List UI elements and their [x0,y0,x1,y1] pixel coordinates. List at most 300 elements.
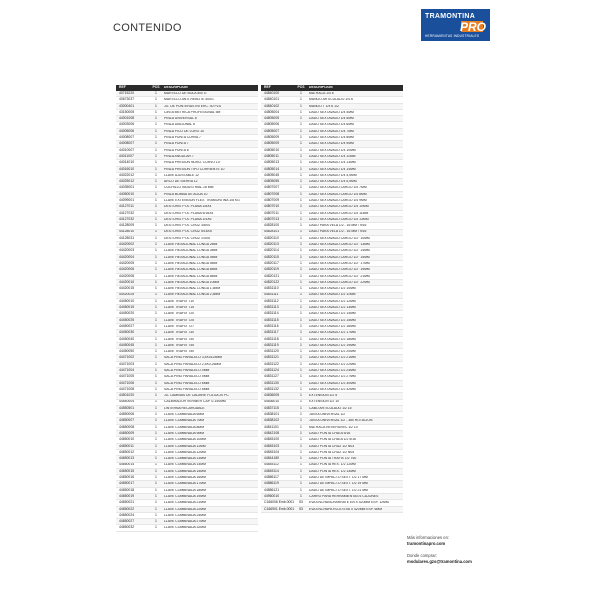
cell-pcs: 1 [300,198,302,202]
cell-pcs: 1 [155,349,157,354]
cell-description: DADO SEXTAVADO 1/2 17MM [309,331,356,335]
more-info-label: Más informaciones en: [407,535,450,540]
cell-ref: 44805011 [264,153,279,158]
cell-pcs: 1 [155,122,157,127]
cell-ref: 44420025 [119,292,135,297]
cell-pcs: 1 [300,456,302,461]
cell-description: LLAVE COMBINADA 9MM [164,431,205,435]
cell-description: JUNTA UNIVERSAL 1/2 - 360 ROTACIÓN [309,419,373,423]
cell-ref: 44807008 [264,191,280,196]
cell-description: LLAVE HEXAGONAL LONGA 3MM [164,249,218,253]
cell-ref: 44650019 [119,494,135,498]
cell-pcs: 1 [155,412,157,417]
cell-pcs: 1 [155,386,157,391]
cell-pcs: 53 [299,506,303,511]
cell-pcs: 1 [155,242,157,247]
header-ref: REF [119,85,126,90]
cell-ref: 44008007 [119,135,135,140]
cell-description: CALIBRADOR VERNIER CAP. 0-150MM [164,400,226,404]
cell-ref: 44831130 [264,380,279,385]
cell-ref: 44840101 [264,97,280,102]
cell-pcs: 1 [155,128,157,133]
cell-description: DADO SEXTAVADO LARGO 1/2" 15MM [309,255,370,259]
cell-ref: 44836010 [264,399,280,404]
cell-ref: 44650024 [119,512,135,517]
cell-ref: 44805007 [264,128,280,133]
cell-pcs: 1 [155,172,157,177]
cell-pcs: 1 [300,292,302,297]
cell-description: DESTORN. PTA. CRUZ 5/16X5 [164,230,212,234]
cell-pcs: 1 [300,141,302,146]
cell-description: DADO PARA VELA 1/2 - 16 MM / 9/16 [309,224,367,228]
cell-pcs: 1 [300,166,302,171]
cell-pcs: 1 [300,210,302,215]
cell-description: LLAVE COMBINADA 18MM [164,488,206,492]
cell-pcs: 1 [300,160,302,165]
cell-pcs: 1 [155,431,157,435]
cell-ref: 44471002 [119,355,135,360]
cell-description: DADO SEXTAVADO 1/2 24MM [309,369,356,372]
cell-ref: 44650016 [119,475,135,480]
where-to-buy-label: Donde comprar: [407,553,438,559]
cell-ref: C166006 Emb.0001 [264,500,295,505]
cell-ref: 44820117 [264,261,279,265]
cell-ref: 44837115 [264,405,279,410]
cell-description: LLAVE HEXAGONAL LONGA 8MM [164,274,218,278]
cell-ref: 44807007 [264,185,280,190]
cell-pcs: 1 [155,141,157,146]
cell-description: DADO SEXTAVADO 1/2 16MM [309,324,356,328]
cell-description: MARTILLO ANTI-REBOTE 500G [164,98,214,102]
cell-description: PINZA PUNTA 6 [164,148,189,152]
cell-pcs: 1 [155,204,157,209]
cell-pcs: 1 [300,261,302,265]
cell-pcs: 1 [155,424,157,429]
cell-pcs: 1 [300,185,302,190]
cell-pcs: 1 [300,153,302,158]
cell-ref: 44845104 [264,449,280,454]
cell-pcs: 1 [300,487,302,492]
cell-ref: 44807010 [264,204,280,209]
cell-pcs: 1 [155,109,157,114]
cell-description: PINZA DIAGONAL 6 [164,123,195,127]
cell-pcs: 1 [300,128,302,133]
page-title: CONTENIDO [113,22,182,34]
cell-pcs: 1 [300,355,302,360]
cell-description: LINTERNA RECARGABLE [164,406,205,410]
cell-ref: 44128031 [119,235,135,240]
cell-pcs: 1 [300,116,302,121]
cell-description: DADO SEXTAVADO 1/2 19MM [309,343,356,347]
cell-pcs: 1 [300,481,302,486]
cell-ref: 44650007 [119,418,135,423]
cell-ref: 44127032 [119,216,135,221]
cell-ref: 44650015 [119,468,135,473]
cell-pcs: 1 [155,210,157,215]
cell-ref: 44420005 [119,261,135,265]
cell-ref: 44420008 [119,273,135,278]
cell-description: MARTILLO DE BOLA 500 G [164,91,207,95]
cell-ref: 44828101 [264,229,280,234]
cell-pcs: 1 [300,449,302,454]
cell-ref: 43150005 [119,109,135,114]
cell-pcs: 1 [155,462,157,467]
tramontina-pro-logo [421,9,490,41]
cell-description: JG. LAMINAS DE CALIBRE FOLGA 20 PC [164,394,229,398]
cell-description: DADO SEXTAVADO 1/4 14MM [309,167,356,171]
cell-description: DADO PONTA HEX. 1/2 14MM [309,469,356,473]
cell-description: LLAVE TRAFIX T10 [164,299,194,303]
cell-pcs: 1 [300,330,302,335]
cell-pcs: 1 [155,229,157,234]
cell-ref: 44450040 [119,336,135,341]
cell-pcs: 1 [155,185,157,190]
cell-description: DADO SEXTAVADO 1/4 8MM [309,136,354,140]
cell-pcs: 1 [155,519,157,524]
cell-ref: 44650032 [119,525,135,530]
cell-pcs: 1 [300,431,302,435]
cell-pcs: 1 [300,393,302,398]
header-ref: REF [264,85,271,90]
cell-ref: 44820122 [264,279,280,284]
cell-ref: 44805013 [264,160,280,165]
cell-ref: 44127032 [119,210,135,215]
cell-description: EVA ENCHANCHARRATE EN X 420MM ESP. 12MM [309,501,389,505]
cell-description: LLAVE HEXAGONAL LONGA 2,5MM [164,293,221,297]
cell-ref: 44010007 [119,147,135,152]
cell-pcs: 1 [300,386,302,391]
cell-description: LLAVE AJUSTABLE 12 [164,173,199,177]
cell-description: MATRACA REVERSIVEL 1/2 10 [309,425,358,429]
cell-pcs: 1 [300,286,302,291]
cell-pcs: 1 [300,323,302,328]
cell-pcs: 1 [155,292,157,297]
cell-ref: 44805009 [264,135,280,140]
cell-pcs: 1 [300,179,302,184]
cell-description: LLAVE HEXAGONAL LONGA 2MM [164,243,218,247]
cell-pcs: 1 [155,216,157,221]
cell-pcs: 1 [155,330,157,335]
cell-ref: 44450050 [119,349,135,354]
cell-description: DADO SEXTAVADO 1/2 32MM [309,387,356,391]
cell-description: DADO SEXTAVADO LARGO 1/2" 13MM [309,243,370,247]
cell-description: DADO SEXTAVADO 1/2 11MM [309,293,356,297]
cell-ref: 44011007 [119,153,134,158]
cell-ref: 44807011 [264,210,279,215]
cell-ref: 44650017 [119,481,135,486]
cell-ref: 44807013 [264,216,280,221]
table-row [261,507,403,513]
cell-description: DADO SEXTAVADO 1/4 13MM [309,161,356,165]
cell-description: JUNTA UNIVERSAL 1/2 [309,413,346,417]
cell-description: DADO SEXTAVADO 1/4 4MM [309,110,354,114]
cell-description: DADO SEXTAVADO LARGO 1/4 10MM [309,205,369,209]
cell-pcs: 1 [155,116,157,121]
cell-ref: 44450020 [119,311,135,316]
cell-description: DADO SEXTAVADO 1/2 27MM [309,375,356,379]
cell-ref: 44420004 [119,254,135,259]
cell-pcs: 1 [155,399,157,404]
cell-description: LLAVE COMBINADA 15MM [164,469,206,473]
cell-pcs: 1 [155,91,157,95]
cell-pcs: 1 [155,525,157,530]
cell-pcs: 1 [155,305,157,310]
cell-pcs: 1 [155,298,157,303]
cell-pcs: 1 [155,317,157,322]
cell-description: DADO DE IMPACTO SEXT. 1/2 21 MM [309,488,368,492]
cell-ref: 44831124 [264,368,279,372]
cell-pcs: 1 [155,437,157,442]
cell-description: DADO SEXTAVADO 1/2 12MM [309,299,356,303]
cell-pcs: 1 [300,273,302,278]
cell-ref: 44450027 [119,323,135,328]
cell-description: LLAVE COMBINADA 13MM [164,457,206,461]
cell-description: DADO SEXTAVADO 1/4 9MM [309,142,354,146]
cell-ref: 44841101 [264,424,279,429]
cell-ref: 44420003 [119,248,135,253]
cell-description: DADO SEXTAVADO LARGO 1/2" 21MM [309,274,370,278]
cell-pcs: 1 [155,135,157,140]
cell-pcs: 1 [155,336,157,341]
cell-description: DADO PONTA CRUZ 1/2 N03 [309,444,355,448]
cell-ref: 44831121 [264,355,279,360]
cell-description: LLAVE COMBINADA 16MM [164,476,206,480]
cell-pcs: 1 [300,172,302,177]
cell-description: DESTORN. PTA. CRUZ 3/8X4 [164,224,210,228]
cell-description: CARRO PARA HERRAMIENTAS 6 CAJONES [309,494,379,498]
cell-description: DADO SEXTAVADO 1/4 5MM [309,117,354,121]
cell-description: DADO SEXTAVADO 1/4 4,5MM [309,173,357,177]
cell-ref: 44831119 [264,342,279,347]
cell-description: LLAVE COMBINADA 27MM [164,520,206,524]
cell-ref: 40673037 [119,97,135,102]
website-link[interactable]: tramontinapro.com [407,541,446,547]
cell-ref: 44831117 [264,330,279,335]
parts-table-right [261,85,403,513]
cell-description: DADO SEXTAVADO LARGO 1/2" 22MM [309,280,370,284]
cell-pcs: 1 [155,374,157,379]
cell-description: MANGO T 1/4 6 1/2 [309,104,339,108]
cell-ref: 44805014 [264,166,280,171]
cell-description: LLAVE HEXAGONAL LONGA 10MM [164,280,220,284]
cell-description: DADO SEXTAVADO 1/4 6MM [309,123,354,127]
cell-description: PINZA PRESIÓN TIPO CORRIENTE 10 [164,167,225,171]
cell-ref: 40715220 [119,91,135,95]
cell-description: DADO SEXTAVADO 1/2 21MM [309,356,356,360]
cell-description: DADO SEXTAVADO 1/2 15MM [309,318,356,322]
cell-description: PINZA PRESIÓN NORD. CURVO 10" [164,161,221,165]
cell-ref: 44831115 [264,317,279,322]
cell-description: SACA PINO PARALELO 8MM [164,387,210,391]
cell-description: LLAVE HEXAGONAL LONGA 4MM [164,255,218,259]
cell-pcs: 1 [300,342,302,347]
cell-ref: 44807009 [264,198,280,202]
cell-ref: 44128010 [119,229,135,234]
cell-description: DADO SEXTAVADO 1/4 7MM [309,129,354,133]
cell-pcs: 1 [155,153,157,158]
cell-pcs: 1 [300,475,302,480]
cell-pcs: 1 [155,286,157,291]
cell-pcs: 1 [300,418,302,423]
cell-ref: 44820121 [264,273,280,278]
cell-pcs: 1 [155,361,157,366]
cell-pcs: 1 [300,97,302,102]
cell-description: SACA PINO PARALELO 4MM [164,369,210,372]
cell-ref: 44831118 [264,336,279,341]
cell-ref: 44820119 [264,267,279,272]
cell-pcs: 1 [300,204,302,209]
cell-description: DADO SEXTAVADO 1/2 20MM [309,350,356,354]
email-link[interactable]: modulares.gzs@tramontina.com [407,559,472,565]
cell-ref: 44805010 [264,147,280,152]
cell-description: EXTENSIÓN 1/2 10 [309,400,339,404]
cell-pcs: 1 [155,449,157,454]
cell-description: PINZA UNIVERSAL 8 [164,117,197,121]
cell-description: PINZA PUNTA 7 [164,142,189,146]
cell-pcs: 1 [300,235,302,240]
cell-ref: 44820113 [264,242,279,247]
cell-ref: 44805009 [264,141,280,146]
cell-pcs: 1 [300,443,302,448]
cell-pcs: 1 [155,393,157,398]
cell-description: CABO ARTICULADO 1/2 15 [309,406,352,410]
cell-description: CINTA MÉTRICA PROFESIONAL 5M [164,110,221,114]
cell-pcs: 1 [155,248,157,253]
cell-pcs: 1 [300,380,302,385]
cell-description: DADO SEXTAVADO LARGO 1/4 13MM [309,217,369,221]
cell-pcs: 1 [300,368,302,372]
cell-ref: 44831132 [264,386,279,391]
cell-pcs: 1 [155,506,157,511]
cell-description: DADO SEXTAVADO 1/4 5,5MM [309,180,357,184]
cell-description: EVA ENCHAPA ROJO EVA X 420MM ESP. 6MM [309,507,383,511]
cell-ref: 44550501 [119,405,135,410]
cell-ref: 44005006 [119,128,135,133]
cell-pcs: 1 [300,399,302,404]
cell-description: LLAVE COMBINADA 10MM [164,438,206,442]
cell-description: CUCHILLO INDUSTRIAL 18 MM [164,186,214,190]
cell-pcs: 1 [155,468,157,473]
cell-ref: 44831112 [264,298,279,303]
cell-ref: 44820115 [264,254,279,259]
cell-ref: 44831122 [264,361,279,366]
cell-description: LLAVE COMBINADA 32MM [164,526,206,530]
cell-pcs: 1 [300,223,302,228]
cell-description: LLAVE HEXAGONAL LONGA 6MM [164,268,218,272]
cell-pcs: 1 [300,361,302,366]
cell-ref: 44420002 [119,242,135,247]
cell-description: SACA PINO PARALELO 3,5X0125MM [164,356,222,360]
cell-ref: 44831116 [264,323,279,328]
cell-ref: 44840100 [264,91,280,95]
cell-ref: 44650027 [119,519,135,524]
header-pcs: PCS [152,85,160,90]
cell-ref: 44450015 [119,305,135,310]
cell-ref: 44836005 [264,393,280,398]
cell-description: LLAVE COMBINADA 11MM [164,444,206,448]
cell-description: LLAVE COMBINADA 14MM [164,463,206,467]
logo-brand: TRAMONTINA [425,13,476,20]
cell-description: DADO SEXTAVADO LARGO 1/4 8MM [309,192,367,196]
cell-description: LLAVE TRAFIX T27 [164,324,194,328]
cell-ref: 44035001 [119,185,135,190]
cell-description: DADO SEXTAVADO 1/4 10MM [309,148,356,152]
cell-pcs: 1 [155,443,157,448]
cell-ref: 44820114 [264,248,279,253]
cell-ref: 44842108 [264,431,280,435]
cell-description: LLAVE TRAFIX T45 [164,343,194,347]
header-description: DESCRIPCIÓN [164,86,188,90]
cell-description: DADO SEXTAVADO 1/2 13MM [309,306,356,310]
cell-description: ARCO DE SIERRA 12 [164,180,198,184]
cell-pcs: 1 [155,323,157,328]
cell-ref: 44650012 [119,449,135,454]
cell-description: PINZA BOMBA DE AGUA 10 [164,192,208,196]
cell-description: DADO SEXTAVADO LARGO 1/2" 14MM [309,249,370,253]
cell-ref: 44831111 [264,292,279,297]
table-row [116,525,258,531]
cell-description: LLAVE TRAFIX T20 [164,312,194,316]
cell-ref: 44650022 [119,506,135,511]
cell-pcs: 1 [300,229,302,234]
cell-description: LLAVE COMBINADA 24MM [164,513,206,517]
cell-pcs: 1 [300,267,302,272]
cell-ref: 44014010 [119,160,135,165]
cell-pcs: 1 [155,179,157,184]
cell-pcs: 1 [300,468,302,473]
cell-ref: 44003006 [119,122,135,127]
cell-description: DADO DE IMPACTO SEXT. 1/2 17 MM [309,476,368,480]
cell-description: LLAVE COMBINADA 19MM [164,494,206,498]
cell-pcs: 1 [155,103,157,108]
cell-ref: 44805055 [264,179,280,184]
cell-description: DADO SEXTAVADO LARGO 1/2" 19MM [309,268,370,272]
cell-ref: 44450045 [119,342,135,347]
cell-description: SACA PINO PARALELO 5MM [164,375,210,379]
cell-pcs: 1 [155,267,157,272]
cell-ref: 44838102 [264,418,280,423]
cell-description: PINZA PICO DE LORO 10 [164,129,204,133]
cell-description: LLAVE COMBINADA 12MM [164,450,206,454]
cell-description: LLAVE COMBINADA 8MM [164,425,205,429]
cell-description: LLAVE COMBINADA 6MM [164,413,205,417]
cell-description: LLAVE TRAFIX T15 [164,306,194,310]
cell-description: DADO SEXTAVADO 1/2 30MM [309,381,356,385]
cell-ref: 44450030 [119,330,135,335]
cell-description: DADO SEXTAVADO LARGO 1/2" 10MM [309,236,370,240]
contact-info [407,535,517,565]
cell-pcs: 1 [300,374,302,379]
cell-pcs: 1 [300,191,302,196]
cell-pcs: 1 [300,336,302,341]
cell-pcs: 1 [155,487,157,492]
cell-pcs: 1 [300,135,302,140]
cell-description: DESTORN. PTA. CRUZ 1/4X5 [164,236,210,240]
cell-description: DADO DE IMPACTO SEXT. 1/2 19 MM [309,482,368,486]
cell-pcs: 1 [155,97,157,102]
cell-description: DADO PONTA CHATA 1/2 5/16 [309,438,356,442]
cell-ref: 44838101 [264,412,280,417]
cell-pcs: 1 [300,305,302,310]
cell-pcs: 1 [155,191,157,196]
cell-ref: 44828100 [264,223,280,228]
cell-pcs: 1 [300,279,302,284]
cell-ref: 44022012 [119,172,135,177]
logo-pro: PRO [459,20,486,34]
cell-ref: 44820110 [264,235,279,240]
cell-ref: 44471006 [119,380,135,385]
cell-pcs: 1 [300,437,302,442]
